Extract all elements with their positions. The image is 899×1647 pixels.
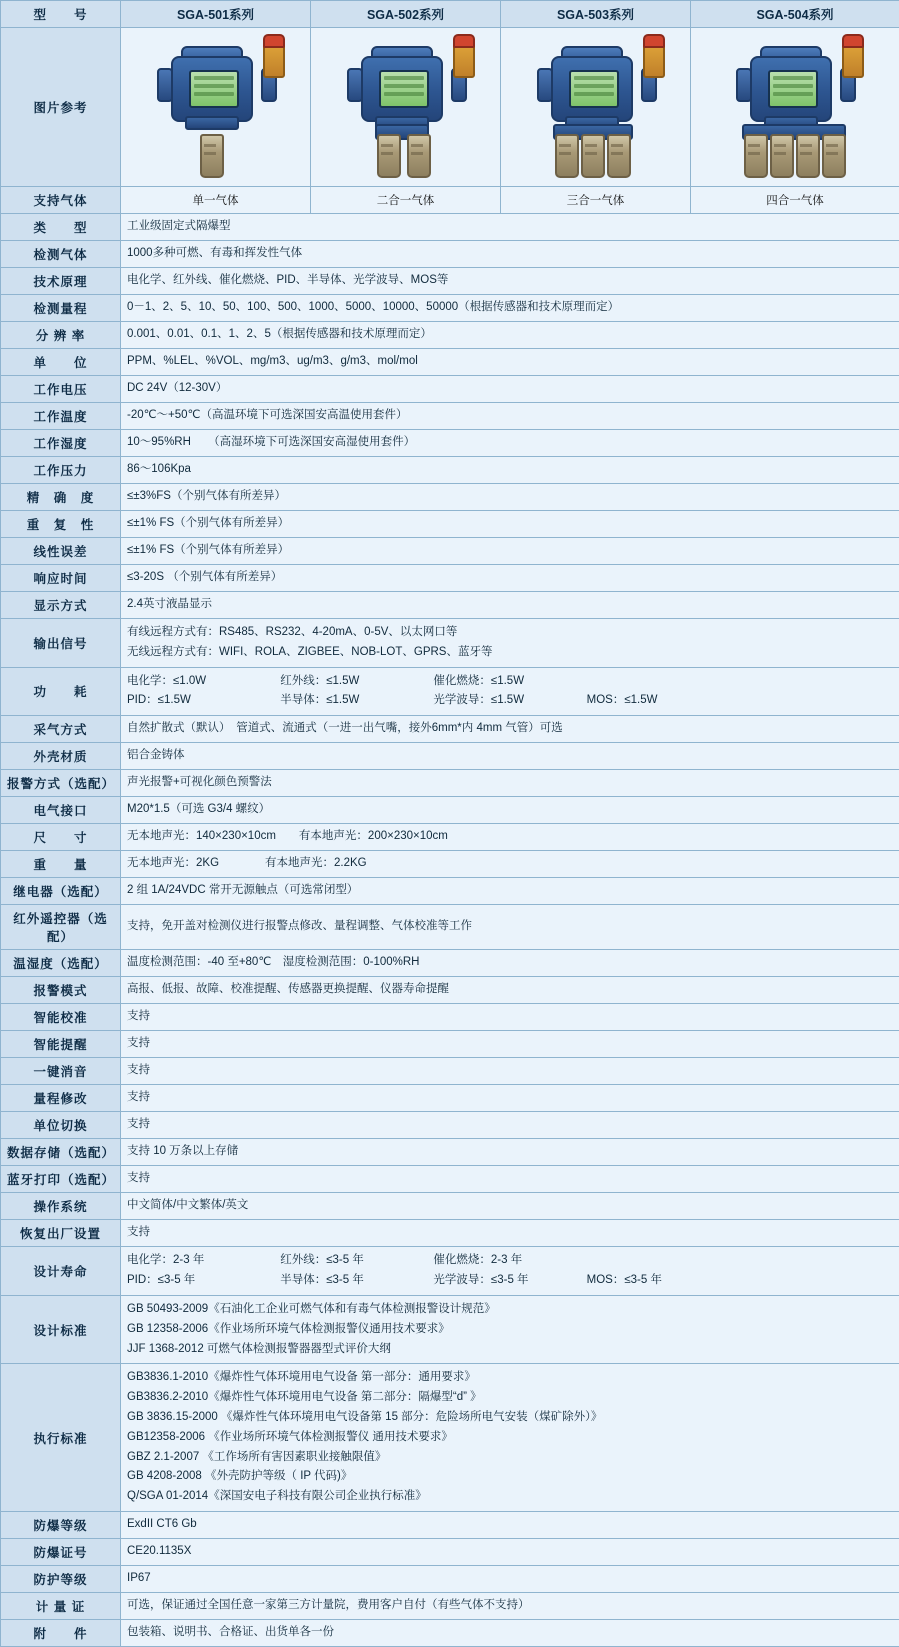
row-label: 量程修改 [1,1085,121,1112]
table-row-accuracy [1,484,899,511]
sensor-probe-icon [796,134,820,178]
table-row-smart-reminder [1,1031,899,1058]
row-label: 采气方式 [1,716,121,743]
row-value: 支持 [121,1058,899,1085]
table-row-power [1,667,899,716]
table-row-weight [1,851,899,878]
row-value: ExdII CT6 Gb [121,1512,899,1539]
row-label-lifespan: 设计寿命 [1,1247,121,1296]
table-row-repeatability [1,511,899,538]
alarm-beacon-icon [263,40,285,78]
row-label-model: 型 号 [1,1,121,28]
power-item-value: ≤1.5W [326,694,359,706]
table-row-smart-calibration [1,1004,899,1031]
power-item-value: ≤1.5W [491,694,524,706]
row-value: CE20.1135X [121,1539,899,1566]
exec-standard-line: GBZ 2.1-2007 《工作场所有害因素职业接触限值》 [127,1448,893,1468]
table-row-factory-reset [1,1220,899,1247]
row-value: 1000多种可燃、有毒和挥发性气体 [121,241,899,268]
lifespan-item-name: 电化学： [127,1254,173,1266]
output-signal-wireless: 无线远程方式有：WIFI、ROLA、ZIGBEE、NOB-LOT、GPRS、蓝牙等 [127,643,893,663]
exec-standard-line: GB12358-2006 《作业场所环境气体检测报警仪 通用技术要求》 [127,1428,893,1448]
device-screen-icon [569,70,619,108]
power-item-value: ≤1.5W [158,694,191,706]
table-row-detect-gas [1,241,899,268]
power-item-value: ≤1.5W [491,675,524,687]
row-label: 单 位 [1,349,121,376]
row-label: 蓝牙打印（选配） [1,1166,121,1193]
sensor-probe-icon [822,134,846,178]
row-label: 温湿度（选配） [1,950,121,977]
power-item-value: ≤1.5W [326,675,359,687]
row-label: 重 复 性 [1,511,121,538]
table-row-unit-switch [1,1112,899,1139]
row-value: 自然扩散式（默认） 管道式、流通式（一进一出气嘴，接外6mm*内 4mm 气管）可选 [121,716,899,743]
power-line-2 [127,691,893,711]
row-label: 尺 寸 [1,824,121,851]
row-value: 包装箱、说明书、合格证、出货单各一份 [121,1620,899,1647]
table-row-dimensions [1,824,899,851]
row-value: PPM、%LEL、%VOL、mg/m3、ug/m3、g/m3、mol/mol [121,349,899,376]
table-row-range [1,295,899,322]
device-illustration-501 [141,36,291,178]
row-value: 无本地声光：2KG 有本地声光：2.2KG [121,851,899,878]
row-label-exec-standard: 执行标准 [1,1364,121,1512]
table-row-response-time [1,565,899,592]
table-row-accessories [1,1620,899,1647]
table-row-voltage [1,376,899,403]
table-row-metrology-cert [1,1593,899,1620]
lifespan-item-name: 红外线： [280,1254,326,1266]
table-row-data-storage [1,1139,899,1166]
row-value: M20*1.5（可选 G3/4 螺纹） [121,797,899,824]
device-screen-icon [189,70,239,108]
device-image-1 [121,28,311,187]
table-row-images [1,28,899,187]
row-label: 计 量 证 [1,1593,121,1620]
table-row-ir-remote [1,905,899,950]
lifespan-item-value: ≤3-5 年 [326,1274,364,1286]
device-image-4 [691,28,899,187]
power-item-name: PID： [127,694,158,706]
table-row-range-modify [1,1085,899,1112]
power-item-name: 半导体： [280,694,326,706]
table-row-temp-humidity-option [1,950,899,977]
row-label: 防爆证号 [1,1539,121,1566]
power-item-name: 电化学： [127,675,173,687]
table-row-one-key-mute [1,1058,899,1085]
device-body-icon [551,56,633,122]
row-label: 检测气体 [1,241,121,268]
row-value: ≤±3%FS（个别气体有所差异） [121,484,899,511]
power-item-value: ≤1.5W [624,694,657,706]
exec-standard-line: Q/SGA 01-2014《深国安电子科技有限公司企业执行标准》 [127,1487,893,1507]
exec-standard-line: GB 3836.15-2000 《爆炸性气体环境用电气设备第 15 部分：危险场所电气安装（煤矿除外）》 [127,1408,893,1428]
row-value: 支持 [121,1220,899,1247]
model-cell-4: SGA-504系列 [691,1,899,28]
lifespan-item-value: ≤3-5 年 [491,1274,529,1286]
table-row-display [1,592,899,619]
table-row-model [1,1,899,28]
lifespan-item-name: 光学波导： [433,1274,491,1286]
row-value: 电化学、红外线、催化燃烧、PID、半导体、光学波导、MOS等 [121,268,899,295]
table-row-exec-standard [1,1364,899,1512]
device-image-2 [311,28,501,187]
row-value: 支持 [121,1031,899,1058]
power-item-name: 光学波导： [433,694,491,706]
table-row-pressure [1,457,899,484]
model-cell-3: SGA-503系列 [501,1,691,28]
gas-support-2: 二合一气体 [311,187,501,214]
table-row-temperature [1,403,899,430]
lifespan-item-name: 半导体： [280,1274,326,1286]
row-label: 电气接口 [1,797,121,824]
model-cell-1: SGA-501系列 [121,1,311,28]
table-row-design-standard [1,1295,899,1363]
row-value: 铝合金铸体 [121,743,899,770]
sensor-probe-icon [770,134,794,178]
lifespan-item-value: 2-3 年 [173,1254,204,1266]
row-label: 操作系统 [1,1193,121,1220]
row-label: 防护等级 [1,1566,121,1593]
table-row-ex-grade [1,1512,899,1539]
row-label: 恢复出厂设置 [1,1220,121,1247]
row-value: ≤±1% FS（个别气体有所差异） [121,511,899,538]
row-label: 红外遥控器（选配） [1,905,121,950]
table-row-bluetooth-print [1,1166,899,1193]
row-value: 支持 [121,1166,899,1193]
power-item-name: 催化燃烧： [433,675,491,687]
exec-standard-line: GB3836.2-2010《爆炸性气体环境用电气设备 第二部分：隔爆型“d” 》 [127,1388,893,1408]
power-item-name: 红外线： [280,675,326,687]
sensor-probe-icon [581,134,605,178]
row-label: 报警方式（选配） [1,770,121,797]
row-value: 支持 [121,1112,899,1139]
row-label-output-signal: 输出信号 [1,619,121,668]
lifespan-item-name: MOS： [587,1274,625,1286]
gas-support-4: 四合一气体 [691,187,899,214]
lifespan-item-value: 2-3 年 [491,1254,522,1266]
device-stem-icon [185,116,239,130]
sensor-probe-icon [200,134,224,178]
device-illustration-502 [331,36,481,178]
row-value: 2 组 1A/24VDC 常开无源触点（可选常闭型） [121,878,899,905]
lifespan-item-value: ≤3-5 年 [158,1274,196,1286]
alarm-beacon-icon [643,40,665,78]
row-label: 智能提醒 [1,1031,121,1058]
table-row-type [1,214,899,241]
row-label: 工作压力 [1,457,121,484]
row-value: 2.4英寸液晶显示 [121,592,899,619]
lifespan-line-2 [127,1271,893,1291]
row-label: 附 件 [1,1620,121,1647]
design-standard-line: JJF 1368-2012 可燃气体检测报警器器型式评价大纲 [127,1340,893,1360]
table-row-resolution [1,322,899,349]
table-row-alarm-type [1,770,899,797]
row-value: 86～106Kpa [121,457,899,484]
row-label: 技术原理 [1,268,121,295]
gas-support-3: 三合一气体 [501,187,691,214]
row-label: 工作电压 [1,376,121,403]
design-standard-line: GB 50493-2009《石油化工企业可燃气体和有毒气体检测报警设计规范》 [127,1300,893,1320]
device-body-icon [171,56,253,122]
row-value: DC 24V（12-30V） [121,376,899,403]
row-label: 类 型 [1,214,121,241]
row-value: ≤±1% FS（个别气体有所差异） [121,538,899,565]
design-standard-line: GB 12358-2006《作业场所环境气体检测报警仪通用技术要求》 [127,1320,893,1340]
row-label: 显示方式 [1,592,121,619]
row-label-image: 图片参考 [1,28,121,187]
row-value: 可选，保证通过全国任意一家第三方计量院，费用客户自付（有些气体不支持） [121,1593,899,1620]
table-row-alarm-mode [1,977,899,1004]
exec-standard-line: GB 4208-2008 《外壳防护等级（ IP 代码)》 [127,1467,893,1487]
table-row-ex-cert [1,1539,899,1566]
row-value: 高报、低报、故障、校准提醒、传感器更换提醒、仪器寿命提醒 [121,977,899,1004]
row-value: 声光报警+可视化颜色预警法 [121,770,899,797]
row-label: 一键消音 [1,1058,121,1085]
sensor-probe-icon [407,134,431,178]
row-value: 0.001、0.01、0.1、1、2、5（根据传感器和技术原理而定） [121,322,899,349]
gas-support-1: 单一气体 [121,187,311,214]
table-row-lifespan [1,1247,899,1296]
lifespan-item-name: PID： [127,1274,158,1286]
sensor-probe-icon [744,134,768,178]
table-row-principle [1,268,899,295]
output-signal-wired: 有线远程方式有：RS485、RS232、4-20mA、0-5V、以太网口等 [127,623,893,643]
row-label: 分 辨 率 [1,322,121,349]
row-value: 无本地声光：140×230×10cm 有本地声光：200×230×10cm [121,824,899,851]
row-value-exec-standard [121,1364,899,1512]
lifespan-item-name: 催化燃烧： [433,1254,491,1266]
row-label: 工作温度 [1,403,121,430]
table-row-housing [1,743,899,770]
table-row-humidity [1,430,899,457]
table-row-electrical-interface [1,797,899,824]
row-label: 外壳材质 [1,743,121,770]
table-row-gas-support [1,187,899,214]
row-label: 线性误差 [1,538,121,565]
row-value: 0－1、2、5、10、50、100、500、1000、5000、10000、50000（根据传感器和技术原理而定） [121,295,899,322]
row-value: 10～95%RH （高湿环境下可选深国安高湿使用套件） [121,430,899,457]
table-row-unit [1,349,899,376]
sensor-probe-icon [377,134,401,178]
row-label-power: 功 耗 [1,667,121,716]
row-label: 检测量程 [1,295,121,322]
table-row-linearity [1,538,899,565]
row-value-lifespan [121,1247,899,1296]
row-value: 温度检测范围：-40 至+80℃ 湿度检测范围：0-100%RH [121,950,899,977]
lifespan-line-1 [127,1251,893,1271]
device-screen-icon [379,70,429,108]
device-illustration-503 [521,36,671,178]
row-value: -20℃～+50℃（高温环境下可选深国安高温使用套件） [121,403,899,430]
row-value: 中文简体/中文繁体/英文 [121,1193,899,1220]
lifespan-item-value: ≤3-5 年 [624,1274,662,1286]
row-value: 工业级固定式隔爆型 [121,214,899,241]
table-row-relay [1,878,899,905]
device-body-icon [750,56,832,122]
row-label: 智能校准 [1,1004,121,1031]
row-label: 报警模式 [1,977,121,1004]
row-value: 支持，免开盖对检测仪进行报警点修改、量程调整、气体校准等工作 [121,905,899,950]
row-value: ≤3-20S （个别气体有所差异） [121,565,899,592]
row-label: 重 量 [1,851,121,878]
row-value: IP67 [121,1566,899,1593]
sensor-probe-icon [555,134,579,178]
row-value: 支持 10 万条以上存储 [121,1139,899,1166]
row-value-power [121,667,899,716]
power-line-1 [127,672,893,692]
lifespan-item-value: ≤3-5 年 [326,1254,364,1266]
device-illustration-504 [720,36,870,178]
row-label: 防爆等级 [1,1512,121,1539]
row-value: 支持 [121,1085,899,1112]
power-item-name: MOS： [587,694,625,706]
row-label: 单位切换 [1,1112,121,1139]
row-label: 工作湿度 [1,430,121,457]
sensor-probe-icon [607,134,631,178]
table-row-os [1,1193,899,1220]
row-value-output-signal [121,619,899,668]
device-screen-icon [768,70,818,108]
row-label-gas-support: 支持气体 [1,187,121,214]
device-body-icon [361,56,443,122]
device-image-3 [501,28,691,187]
alarm-beacon-icon [842,40,864,78]
table-row-sampling [1,716,899,743]
exec-standard-line: GB3836.1-2010《爆炸性气体环境用电气设备 第一部分：通用要求》 [127,1368,893,1388]
alarm-beacon-icon [453,40,475,78]
row-value: 支持 [121,1004,899,1031]
table-row-ip-grade [1,1566,899,1593]
row-label: 继电器（选配） [1,878,121,905]
model-cell-2: SGA-502系列 [311,1,501,28]
row-label: 数据存储（选配） [1,1139,121,1166]
row-label: 响应时间 [1,565,121,592]
row-label: 精 确 度 [1,484,121,511]
table-row-output-signal [1,619,899,668]
row-label-design-standard: 设计标准 [1,1295,121,1363]
row-value-design-standard [121,1295,899,1363]
power-item-value: ≤1.0W [173,675,206,687]
